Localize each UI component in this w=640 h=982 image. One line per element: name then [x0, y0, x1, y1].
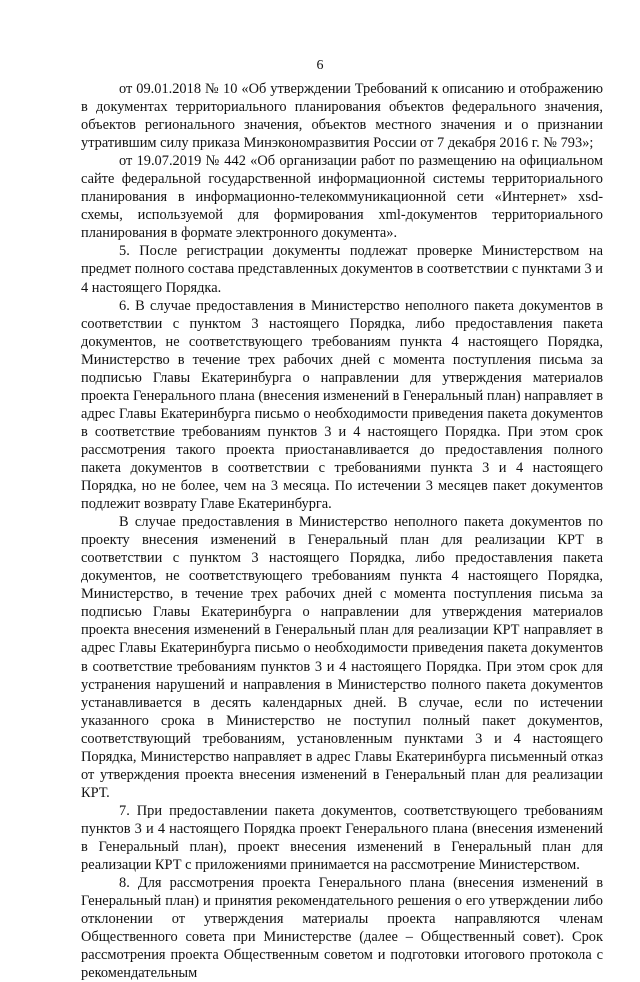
- paragraph-item-5: 5. После регистрации документы подлежат проверке Министерством на предмет полного состава представленных документов в соответствии с пунктами 3 и 4 настоящего Порядка.: [81, 243, 604, 296]
- paragraph-item-6: 6. В случае предоставления в Министерство неполного пакета документов в соответствии с пунктом 3 настоящего Порядка, либо предоставления пакета документов, не соответствующего требованиям пункта 4 настоящего Порядка, Министерство в течение трех рабочих дней с момента поступления письма за подписью Главы Екатеринбурга о направлении для утверждения материалов проекта Генерального плана (внесения изменений в Генеральный план) направляет в адрес Главы Екатеринбурга письмо о необходимости приведения пакета документов в соответствие требованиям пунктов 3 и 4 настоящего Порядка. При этом срок рассмотрения такого проекта приостанавливается до предоставления полного пакета документов в соответствии с требованиями пункта 3 и 4 настоящего Порядка, но не более, чем на 3 месяца. По истечении 3 месяцев пакет документов подлежит возврату Главе Екатеринбурга.: [81, 297, 603, 513]
- page-number: 6: [316, 58, 324, 73]
- paragraph-order-10: от 09.01.2018 № 10 «Об утверждении Требований к описанию и отображению в документах территориального планирования объектов федерального значения, объектов регионального значения, объектов местного значения и о признании утратившим силу приказа Минэкономразвития России от 7 декабря 2016 г. № 793»;: [81, 81, 603, 152]
- paragraph-item-8: 8. Для рассмотрения проекта Генерального плана (внесения изменений в Генеральный план) и принятия рекомендательного решения о его утверждении либо отклонении от утверждения материалы проекта направляются членам Общественного совета при Министерстве (далее – Общественный совет). Срок рассмотрения проекта Общественным советом и подготовки итогового протокола с рекомендательным: [81, 875, 603, 982]
- paragraph-item-7: 7. При предоставлении пакета документов, соответствующего требованиям пунктов 3 и 4 настоящего Порядка проект Генерального плана (внесения изменений в Генеральный план), проект внесения изменений в Генеральный план для реализации КРТ с приложениями принимается на рассмотрение Министерством.: [81, 802, 603, 874]
- paragraph-order-442: от 19.07.2019 № 442 «Об организации работ по размещению на официальном сайте федеральной государственной информационной системы территориального планирования в информационно-телекоммуникационной сети «Интернет» xsd-схемы, используемой для формирования xml-документов территориального планирования в формате электронного документа».: [81, 153, 603, 242]
- document-body: [81, 80, 603, 982]
- paragraph-item-6-krt: В случае предоставления в Министерство неполного пакета документов по проекту внесения изменений в Генеральный план для реализации КРТ в соответствии с пунктом 3 настоящего Порядка, либо предоставления пакета документов, не соответствующего требованиям пункта 4 настоящего Порядка, Министерство, в течение трех рабочих дней с момента поступления письма за подписью Главы Екатеринбурга о направлении для утверждения материалов проекта внесения изменений в Генеральный план для реализации КРТ направляет в адрес Главы Екатеринбурга письмо о необходимости приведения пакета документов в соответствие требованиям пунктов 3 и 4 настоящего Порядка. При этом срок для устранения нарушений и направления в Министерство полного пакета документов устанавливается в десять календарных дней. В случае, если по истечении указанного срока в Министерство не поступил полный пакет документов, соответствующий требованиям, установленным пунктами 3 и 4 настоящего Порядка, Министерство направляет в адрес Главы Екатеринбурга письменный отказ от утверждения проекта внесения изменений в Генеральный план для реализации КРТ.: [81, 514, 603, 801]
